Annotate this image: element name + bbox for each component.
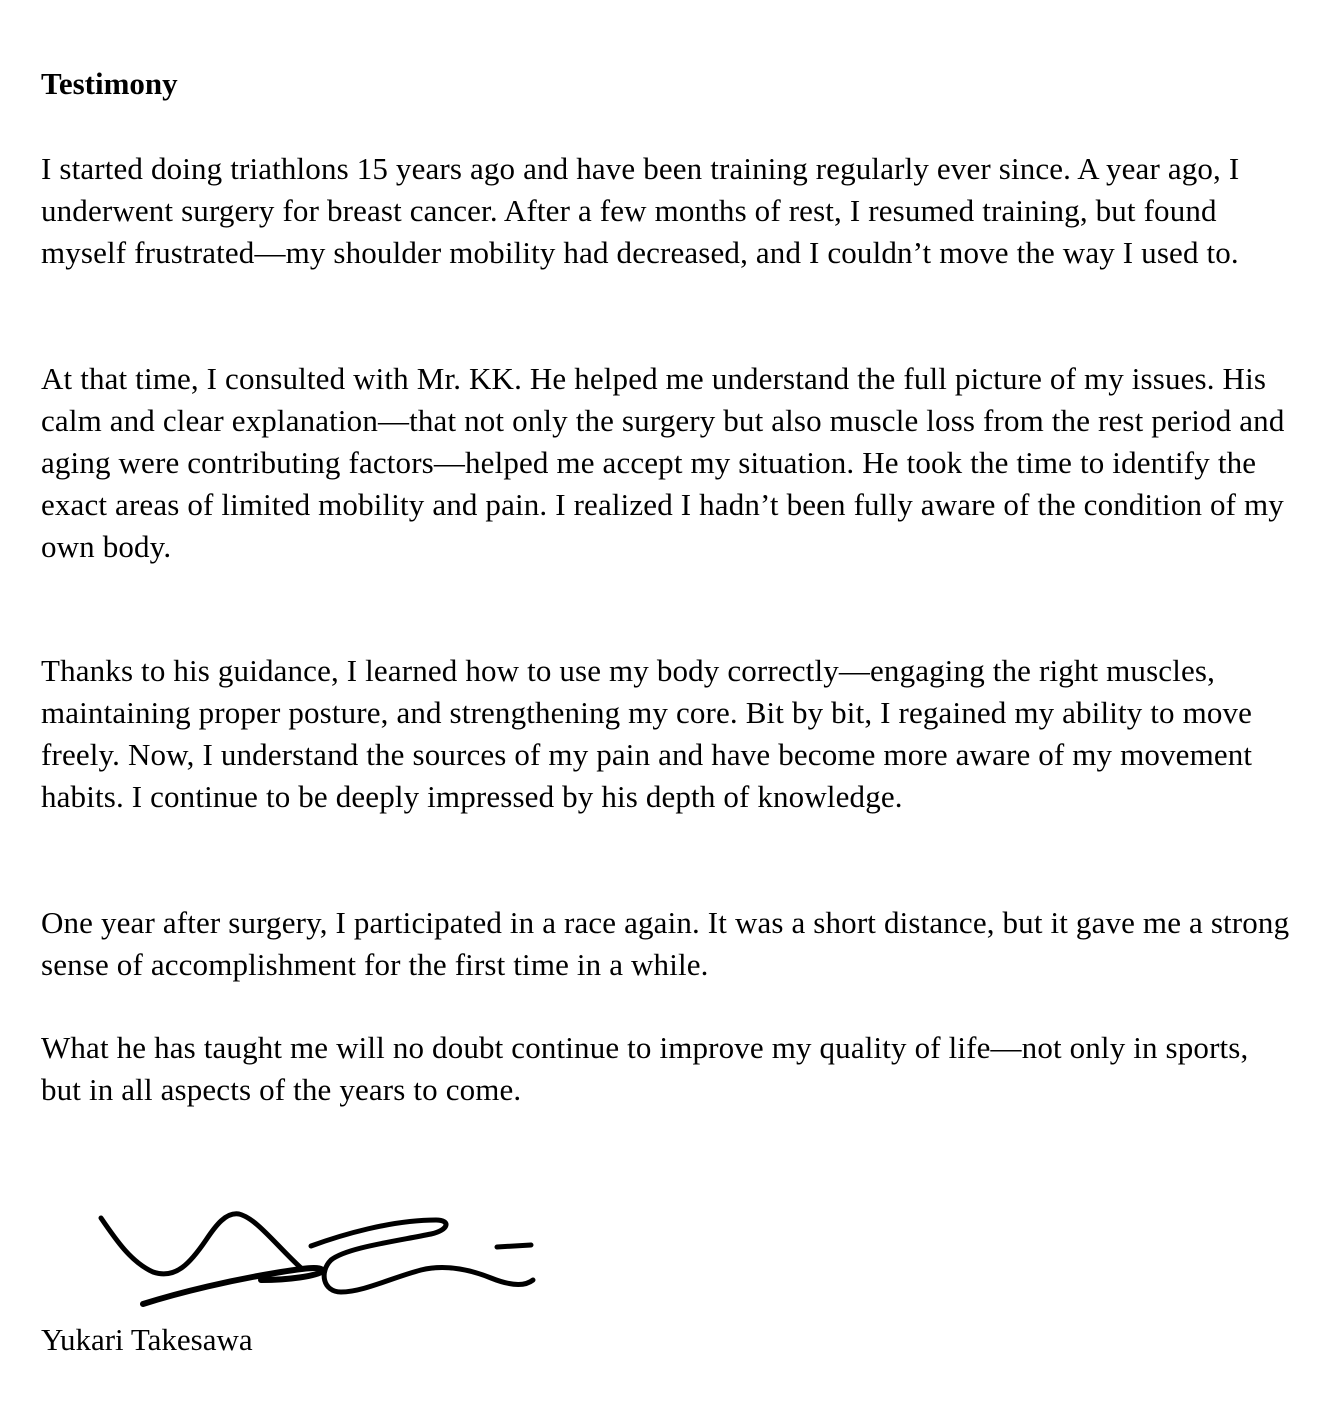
paragraph-consultation: At that time, I consulted with Mr. KK. He helped me understand the full picture of my issues. His calm and clear explanation—that not only the surgery but also muscle loss from the rest period and aging were contributing factors—helped me accept my situation. He took the time to identify the exact areas of limited mobility and pain. I realized I hadn’t been fully aware of the condition of my own body. bbox=[41, 361, 1285, 564]
paragraph-guidance: Thanks to his guidance, I learned how to use my body correctly—engaging the right muscles, maintaining proper posture, and strengthening my core. Bit by bit, I regained my ability to move freely. Now, I understand the sources of my pain and have become more aware of my movement habits. I continue to be deeply impressed by his depth of knowledge. bbox=[41, 653, 1253, 814]
document-title: Testimony bbox=[41, 66, 178, 101]
signer-name: Yukari Takesawa bbox=[41, 1322, 253, 1357]
paragraph-race-return: One year after surgery, I participated in a race again. It was a short distance, but it gave me a strong sense of accomplishment for the first time in a while. bbox=[41, 905, 1290, 982]
paragraph-closing: What he has taught me will no doubt continue to improve my quality of life—not only in sports, but in all aspects of the years to come. bbox=[41, 1030, 1249, 1107]
handwritten-signature bbox=[91, 1200, 551, 1320]
signature-stroke-loop bbox=[311, 1220, 533, 1292]
signature-stroke-v bbox=[101, 1214, 301, 1274]
signature-stroke-dash bbox=[497, 1245, 531, 1247]
paragraph-triathlon-background: I started doing triathlons 15 years ago and have been training regularly ever since. A year ago, I underwent surgery for breast cancer. After a few months of rest, I resumed training, but found myself frustrated—my shoulder mobility had decreased, and I couldn’t move the way I used to. bbox=[41, 151, 1240, 270]
